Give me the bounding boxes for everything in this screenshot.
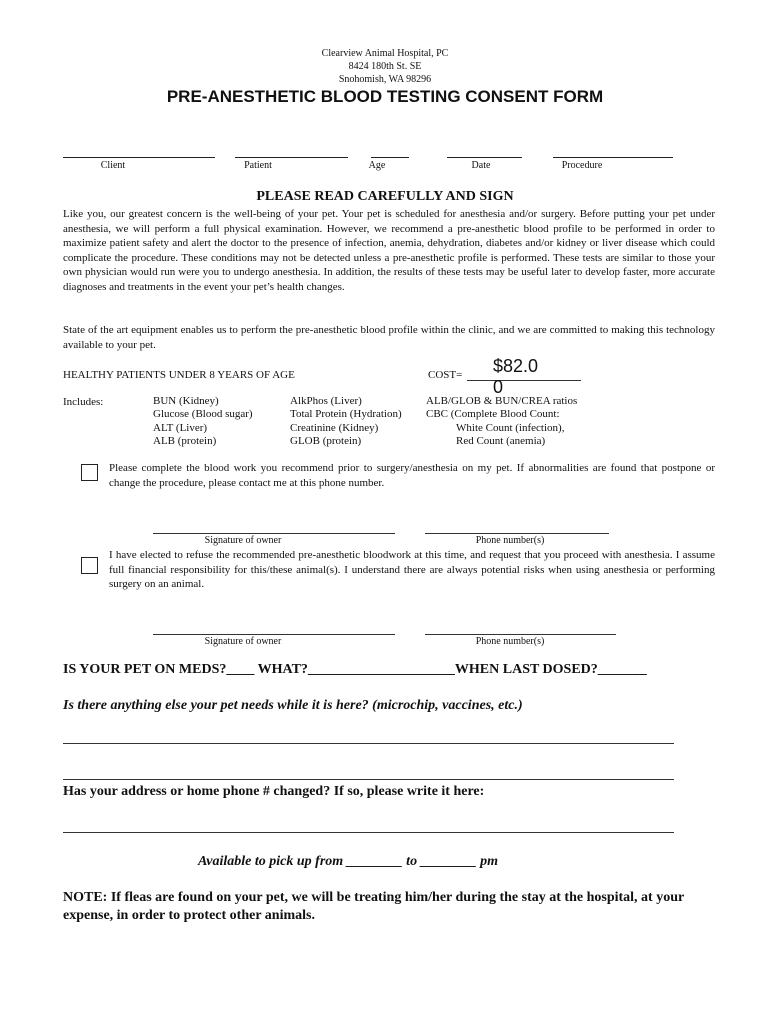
anything-else-question: Is there anything else your pet needs while it is here? (microchip, vaccines, etc.) bbox=[63, 698, 523, 713]
test-item: Red Count (anemia) bbox=[456, 435, 546, 448]
includes-column-3 bbox=[426, 395, 577, 449]
test-item: CBC (Complete Blood Count: bbox=[426, 408, 560, 421]
pickup-time[interactable]: Available to pick up from ________ to ________ pm bbox=[198, 854, 498, 869]
clinic-address-line2: Snohomish, WA 98296 bbox=[338, 74, 432, 85]
phone-label: Phone number(s) bbox=[475, 636, 545, 647]
age-field-line[interactable] bbox=[371, 157, 409, 158]
answer-line[interactable] bbox=[63, 779, 674, 780]
meds-question[interactable]: IS YOUR PET ON MEDS?____ WHAT?_____________________WHEN LAST DOSED?_______ bbox=[63, 662, 647, 677]
test-item: AlkPhos (Liver) bbox=[290, 395, 362, 407]
test-item: BUN (Kidney) bbox=[153, 395, 219, 407]
phone-label: Phone number(s) bbox=[475, 535, 545, 546]
answer-line[interactable] bbox=[63, 832, 674, 833]
test-item: Glucose (Blood sugar) bbox=[153, 408, 253, 421]
clinic-address-line1 bbox=[0, 60, 770, 73]
healthy-patients-label: HEALTHY PATIENTS UNDER 8 YEARS OF AGE bbox=[63, 369, 295, 381]
procedure-label: Procedure bbox=[561, 160, 603, 171]
signature-line[interactable] bbox=[153, 634, 395, 635]
date-field-line[interactable] bbox=[447, 157, 522, 158]
flea-note: NOTE: If fleas are found on your pet, we will be treating him/her during the stay at the hospital, at your expense, in order to protect other animals. bbox=[63, 890, 684, 923]
includes-column-2 bbox=[290, 395, 402, 449]
client-label: Client bbox=[100, 160, 126, 171]
intro-paragraph: Like you, our greatest concern is the well-being of your pet. Your pet is scheduled for anesthesia and/or surgery. Before putting your pet under anesthesia, we will perform a full physical examination. However, we recommend a pre-anesthetic blood profile to be performed in order to maximize patient safety and alert the doctor to the presence of infection, anemia, dehydration, diabetes and/or kidney or liver disease which could complicate the procedure. These conditions may not be detected unless a pre-anesthetic profile is performed. These tests are similar to those your own physician would run were you to undergo anesthesia. In addition, the results of these tests may be useful later to develop faster, more accurate diagnoses and treatments in the event your pet’s health changes. bbox=[63, 208, 715, 293]
age-label: Age bbox=[368, 160, 386, 171]
accept-bloodwork-text: Please complete the blood work you recommend prior to surgery/anesthesia on my pet. If abnormalities are found that postpone or change the procedure, please contact me at this phone number. bbox=[109, 462, 715, 489]
cost-value[interactable]: $82.00 bbox=[493, 356, 539, 397]
test-item: ALB/GLOB & BUN/CREA ratios bbox=[426, 395, 578, 407]
test-item: ALB (protein) bbox=[153, 435, 217, 448]
includes-label: Includes: bbox=[63, 396, 104, 408]
signature-label: Signature of owner bbox=[204, 535, 282, 546]
form-title: PRE-ANESTHETIC BLOOD TESTING CONSENT FORM bbox=[166, 87, 604, 106]
accept-bloodwork-checkbox[interactable] bbox=[81, 464, 98, 481]
test-item: ALT (Liver) bbox=[153, 421, 208, 434]
section-heading: PLEASE READ CAREFULLY AND SIGN bbox=[256, 189, 514, 204]
equipment-paragraph: State of the art equipment enables us to perform the pre-anesthetic blood profile within the clinic, and we are committed to making this technology available to your pet. bbox=[63, 324, 715, 351]
test-item: GLOB (protein) bbox=[290, 435, 362, 448]
answer-line[interactable] bbox=[63, 743, 674, 744]
signature-label: Signature of owner bbox=[204, 636, 282, 647]
test-item: Creatinine (Kidney) bbox=[290, 421, 379, 434]
date-label: Date bbox=[471, 160, 491, 171]
phone-line[interactable] bbox=[425, 634, 616, 635]
test-item: White Count (infection), bbox=[456, 421, 565, 434]
clinic-address-text: 8424 180th St. SE bbox=[348, 61, 422, 72]
phone-line[interactable] bbox=[425, 533, 609, 534]
refuse-bloodwork-text: I have elected to refuse the recommended pre-anesthetic bloodwork at this time, and request that you proceed with anesthesia. I assume full financial responsibility for this/these animal(s). I understand there are always potential risks when using anesthesia or performing surgery on an animal. bbox=[109, 549, 715, 591]
patient-label: Patient bbox=[244, 160, 272, 171]
clinic-name: Clearview Animal Hospital, PC bbox=[321, 48, 449, 59]
cost-label: COST= bbox=[428, 369, 463, 381]
test-item: Total Protein (Hydration) bbox=[290, 408, 402, 421]
signature-line[interactable] bbox=[153, 533, 395, 534]
address-change-question: Has your address or home phone # changed? If so, please write it here: bbox=[63, 784, 485, 799]
patient-field-line[interactable] bbox=[235, 157, 348, 158]
includes-column-1 bbox=[153, 395, 253, 449]
refuse-bloodwork-checkbox[interactable] bbox=[81, 557, 98, 574]
procedure-field-line[interactable] bbox=[553, 157, 673, 158]
client-field-line[interactable] bbox=[63, 157, 215, 158]
